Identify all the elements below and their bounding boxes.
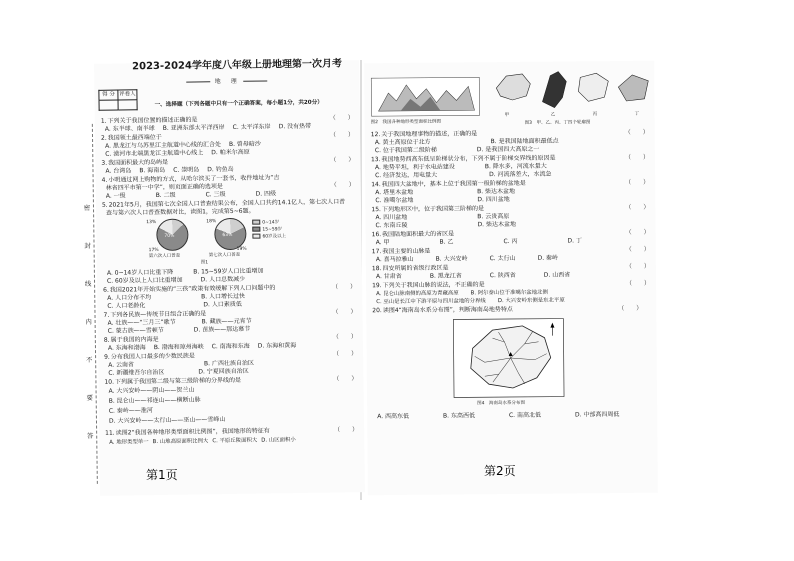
question-4-options: A. 一级 B. 二级 C. 三级 D. 四级 — [105, 190, 277, 200]
question-4-line2: 林省四平市第一中学”，则页面正确的选项是 — [105, 183, 223, 192]
question-15: 15.下列地形区中，位于我国第三阶梯的是 — [371, 205, 484, 214]
question-14: 14.我国四大盆地中，基本上位于我国第一级阶梯的盆地是 — [371, 179, 526, 189]
question-14-options: C. 准噶尔盆地 D. 四川盆地 — [375, 196, 510, 205]
side-label: 密 — [83, 203, 91, 213]
answer-paren: （ ） — [624, 128, 649, 137]
question-10: 10.下列属于我国第二级与第三级阶梯的分界线的是 — [104, 376, 242, 386]
answer-paren: （ ） — [332, 333, 357, 341]
outline-label: 甲 — [504, 113, 510, 119]
figure-2-caption: 图2 我国各种地形类型面积比例图 — [370, 119, 442, 126]
question-8: 8.属于我国的内海是 — [103, 335, 159, 344]
answer-paren: （ ） — [334, 426, 359, 434]
exam-page-2 — [364, 61, 658, 496]
question-15-options: A. 四川盆地 B. 云贵高原 — [375, 213, 510, 222]
question-7-options: C. 蒙古族——雪顿节 D. 苗族——那达慕节 — [107, 325, 251, 335]
side-label: 线 — [84, 279, 92, 289]
score-table — [98, 89, 137, 111]
answer-paren: （ ） — [618, 304, 643, 313]
question-19: 19.下列关于我国山脉的说法，不正确的是 — [372, 281, 485, 290]
question-4: 4.小明通过网上购物的方式，从哈尔滨买了一套书，收件地址为“吉 — [101, 174, 280, 184]
terrain-figure — [370, 76, 480, 117]
answer-paren: （ ） — [625, 203, 650, 211]
question-6-options: C. 人口老龄化 D. 人口素质低 — [107, 300, 242, 310]
province-outlines-figure — [492, 67, 652, 118]
pie-caption: 第六次人口普查 — [148, 253, 181, 260]
pie-label: 63% — [222, 232, 233, 239]
question-13-options: A. 地势平坦，利于水电站建设 B. 降水多，河流水量大 — [375, 162, 547, 172]
question-3: 3.我国面积最大的岛屿是 — [101, 158, 169, 167]
outline-label: 丙 — [592, 112, 598, 118]
answer-paren: （ ） — [330, 181, 355, 189]
pie-label: 70% — [164, 233, 175, 239]
question-19-options: C. 巫山是长江中下游平原与四川盆地的分界线 D. 大兴安岭东侧是东北平原 — [376, 297, 565, 306]
question-18-options: A. 甘肃省 B. 黑龙江省 C. 陕西省 D. 山西省 — [375, 271, 571, 281]
question-5-line2: 查与第六次人口普查数据对比，读图1，完成第5~6题。 — [106, 207, 255, 217]
question-1: 1.下列关于我国位置的描述正确的是 — [100, 116, 198, 125]
question-18: 18.四安所属的省级行政区是 — [371, 264, 449, 273]
answer-paren: （ ） — [625, 178, 650, 187]
pie-caption: 第七次人口普查 — [208, 252, 241, 259]
outline-label: 丁 — [634, 111, 640, 117]
question-2-options: C. 漠河市北端黑龙江主航道中心线上 D. 帕米尔高原 — [105, 148, 250, 158]
exam-title: 2023-2024学年度八年级上册地理第一次月考 — [132, 58, 343, 73]
answer-paren: （ ） — [333, 350, 358, 358]
answer-paren: （ ） — [332, 308, 357, 316]
answer-paren: （ ） — [625, 245, 650, 253]
question-2-options: A. 黑龙江与乌苏里江主航道中心线的汇合处 B. 曾母暗沙 — [105, 140, 261, 150]
question-7: 7.下列各民族—传统节日组合正确的是 — [103, 310, 207, 319]
question-9: 9.分布我国人口最多的少数民族是 — [104, 352, 195, 361]
question-10-option-d: D. 大兴安岭——太行山——巫山——雪峰山 — [108, 416, 226, 425]
question-7-options: A. 壮族——“三月三”歌节 B. 藏族——元宵节 — [107, 317, 252, 327]
question-16-options: A. 甲 B. 乙 C. 丙 D. 丁 — [375, 237, 582, 247]
question-10-option-a: A. 大兴安岭——阴山——贺兰山 — [108, 386, 195, 395]
score-cell — [99, 100, 118, 110]
question-11: 11.读图2“我国各种地形类型面积比例图”，我国地形的特征有 — [105, 427, 270, 437]
question-12: 12.关于我国地理事物的描述，正确的是 — [370, 130, 478, 139]
exam-page-1 — [83, 58, 365, 496]
question-10-option-b: B. 昆仑山——祁连山——横断山脉 — [108, 396, 201, 405]
answer-paren: （ ） — [625, 262, 650, 270]
grader-cell — [118, 100, 137, 110]
answer-paren: （ ） — [330, 156, 355, 164]
outline-label: 乙 — [550, 112, 556, 118]
score-label: 得 分 — [99, 90, 118, 100]
side-label: 答 — [86, 431, 94, 441]
grader-label: 评卷人 — [118, 90, 137, 100]
question-17: 17.我国主要的山脉是 — [371, 247, 431, 256]
page-2-label: 第2页 — [484, 464, 516, 478]
side-label: 要 — [86, 393, 93, 403]
side-label: 封 — [84, 241, 91, 251]
question-10-option-c: C. 秦岭——淮河 — [108, 407, 153, 415]
question-11-options: A. 地形类型单一 B. 山地高原面积比例大 C. 平原丘陵面积大 D. 山区面积小 — [109, 437, 296, 446]
answer-paren: （ ） — [329, 131, 355, 139]
figure-caption: 图1 — [200, 260, 209, 266]
pie-label: 19% — [236, 246, 247, 252]
pie-label: 17% — [148, 247, 159, 254]
question-6: 6.我国2021年开始实施的“三孩”政策有效缓解下列人口问题中的 — [103, 284, 276, 294]
answer-paren: （ ） — [333, 375, 358, 383]
figure-3-caption: 图3 甲、乙、丙、丁四个轮廓图 — [524, 120, 591, 126]
question-2: 2.我国领土最西端位于 — [100, 133, 162, 142]
question-16: 16.我国陆地面积最大的省区是 — [371, 230, 455, 239]
question-5-options: A. 0~14岁人口比重下降 B. 15~59岁人口比重增加 — [106, 267, 264, 277]
question-13-options: C. 经济发达，用电量大 D. 河流落差大，水流急 — [375, 170, 552, 180]
side-label: 内 — [85, 317, 92, 327]
question-12-options: C. 位于我国第二级阶梯 D. 是我国四大高原之一 — [374, 145, 540, 155]
question-13: 13.我国地势西高东低呈阶梯状分布，下列不属于阶梯交界线的原因是 — [370, 154, 556, 164]
question-15-options: C. 东南丘陵 D. 柴达木盆地 — [375, 220, 517, 230]
section-heading: 一、选择题（下列各题中只有一个正确答案，每小题1分，共20分） — [154, 99, 323, 109]
question-1-options: A. 东半球、南半球 B. 亚洲东部太平洋西岸 C. 太平洋东岸 D. 没有热带 — [104, 122, 312, 133]
page-1-label: 第1页 — [146, 468, 178, 482]
question-20-options: A. 西高东低 B. 东高西低 C. 南高北低 D. 中部高四周低 — [377, 411, 620, 421]
question-20: 20.读图4“海南岛水系分布图”，判断海南岛地势特点 — [372, 305, 513, 315]
figure-4-caption: 图4 海南岛水系分布图 — [477, 400, 525, 407]
question-19-options: A. 昆仑山脉南侧的高原为青藏高原 B. 阿尔泰山位于准噶尔盆地北侧 — [376, 289, 548, 298]
question-12-options: A. 黄土高原位于北方 B. 是我国陆地面积最低点 — [374, 137, 559, 147]
question-5: 5.2021年5月，我国第七次全国人口普查结果公布，全国人口共约14.1亿人，第七次人口普 — [101, 198, 346, 209]
question-17-options: A. 喜马拉雅山 B. 大兴安岭 C. 太行山 D. 秦岭 — [375, 254, 559, 264]
answer-paren: （ ） — [329, 114, 354, 122]
answer-paren: （ ） — [625, 228, 650, 236]
question-8-options: A. 东海和渤海 B. 渤海和琼州海峡 C. 南海和东海 D. 东海和黄海 — [107, 342, 297, 352]
exam-subject: 地 理 — [94, 76, 359, 88]
question-9-options: A. 云南省 B. 广西壮族自治区 — [108, 359, 255, 369]
question-5-options: C. 60岁及以上人口比重增加 D. 人口总数减少 — [106, 275, 246, 285]
answer-paren: （ ） — [626, 279, 651, 287]
pie-label: 13% — [146, 220, 157, 226]
pie-legend: 0~14岁 15~59岁 60岁及以上 — [252, 219, 286, 240]
question-14-options: A. 塔里木盆地 B. 柴达木盆地 — [375, 187, 516, 197]
pie-label: 18% — [206, 219, 217, 225]
question-9-options: C. 新疆维吾尔自治区 D. 宁夏回族自治区 — [108, 367, 249, 377]
side-label: 不 — [85, 355, 93, 365]
question-3-options: A. 台湾岛 B. 海南岛 C. 崇明岛 D. 钓鱼岛 — [105, 165, 234, 175]
question-6-options: A. 人口分布不均 B. 人口增长过快 — [107, 292, 246, 302]
answer-paren: （ ） — [624, 153, 649, 162]
hainan-river-map — [452, 318, 565, 399]
answer-paren: （ ） — [332, 283, 357, 291]
